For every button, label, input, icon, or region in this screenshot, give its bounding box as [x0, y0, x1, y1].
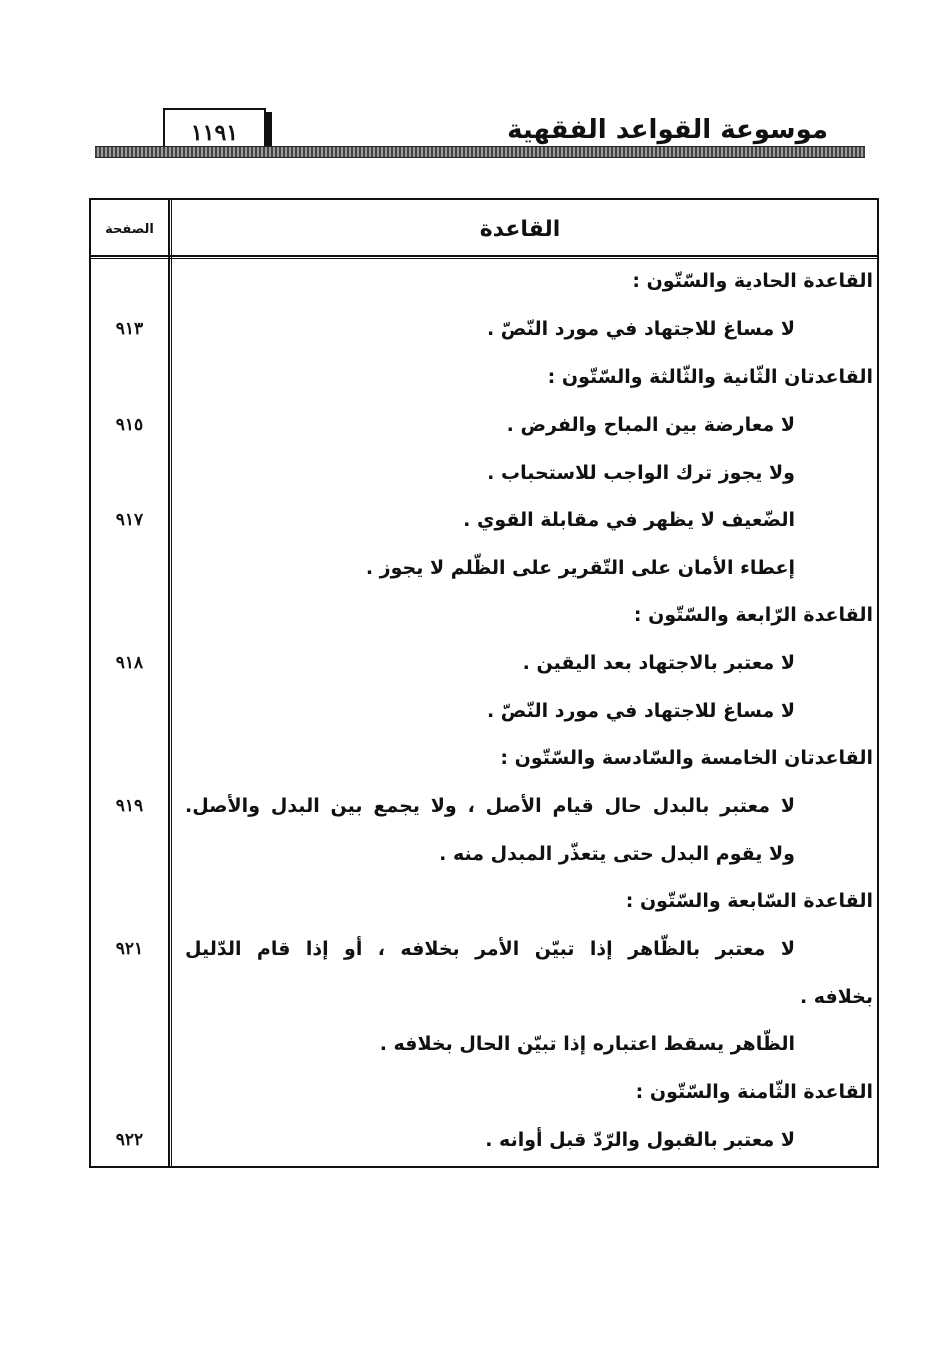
page-ref: ٩١٣ [115, 319, 144, 339]
table-row-item: لا مساغ للاجتهاد في مورد النّصّ . [486, 700, 795, 722]
table-row-item: الظّاهر يسقط اعتباره إذا تبيّن الحال بخلافه . [379, 1033, 795, 1055]
table-row-item: لا مساغ للاجتهاد في مورد النّصّ . [486, 318, 795, 340]
page-ref: ٩١٧ [115, 510, 144, 530]
table-row-item: لا معتبر بالقبول والرّدّ قبل أوانه . [485, 1129, 795, 1151]
page-ref: ٩٢٢ [115, 1130, 144, 1150]
column-divider [168, 198, 172, 1168]
header-row-divider [89, 255, 879, 259]
table-row-continuation: بخلافه . [799, 986, 873, 1008]
table-row-title: القاعدة السّابعة والسّتّون : [625, 890, 873, 912]
table-row-title: القاعدتان الخامسة والسّادسة والسّتّون : [500, 747, 873, 769]
page-ref: ٩١٨ [115, 653, 144, 673]
table-row-item: لا معارضة بين المباح والفرض . [506, 414, 795, 436]
table-row-title: القاعدة الحادية والسّتّون : [632, 270, 873, 292]
table-row-title: القاعدتان الثّانية والثّالثة والسّتّون : [547, 366, 873, 388]
page-number-box: ١١٩١ [163, 108, 266, 154]
header-rule [95, 146, 865, 158]
book-title: موسوعة القواعد الفقهية [507, 115, 828, 145]
table-row-item: ولا يجوز ترك الواجب للاستحباب . [487, 462, 795, 484]
page-ref: ٩١٥ [115, 415, 144, 435]
table-row-item: ولا يقوم البدل حتى يتعذّر المبدل منه . [439, 843, 795, 865]
page-ref: ٩١٩ [115, 796, 144, 816]
column-header-page: الصفحة [105, 222, 154, 237]
table-row-item: لا معتبر بالظّاهر إذا تبيّن الأمر بخلافه ، أو إذا قام الدّليل [185, 938, 795, 960]
table-row-title: القاعدة الرّابعة والسّتّون : [633, 604, 873, 626]
column-header-rule: القاعدة [479, 217, 561, 242]
table-row-title: القاعدة الثّامنة والسّتّون : [635, 1081, 873, 1103]
table-row-item: لا معتبر بالبدل حال قيام الأصل ، ولا يجمع بين البدل والأصل. [185, 795, 795, 817]
table-row-item: لا معتبر بالاجتهاد بعد اليقين . [522, 652, 795, 674]
table-row-item: الضّعيف لا يظهر في مقابلة القوي . [463, 509, 795, 531]
table-row-item: إعطاء الأمان على التّقرير على الظّلم لا يجوز . [365, 557, 795, 579]
page-ref: ٩٢١ [115, 939, 144, 959]
